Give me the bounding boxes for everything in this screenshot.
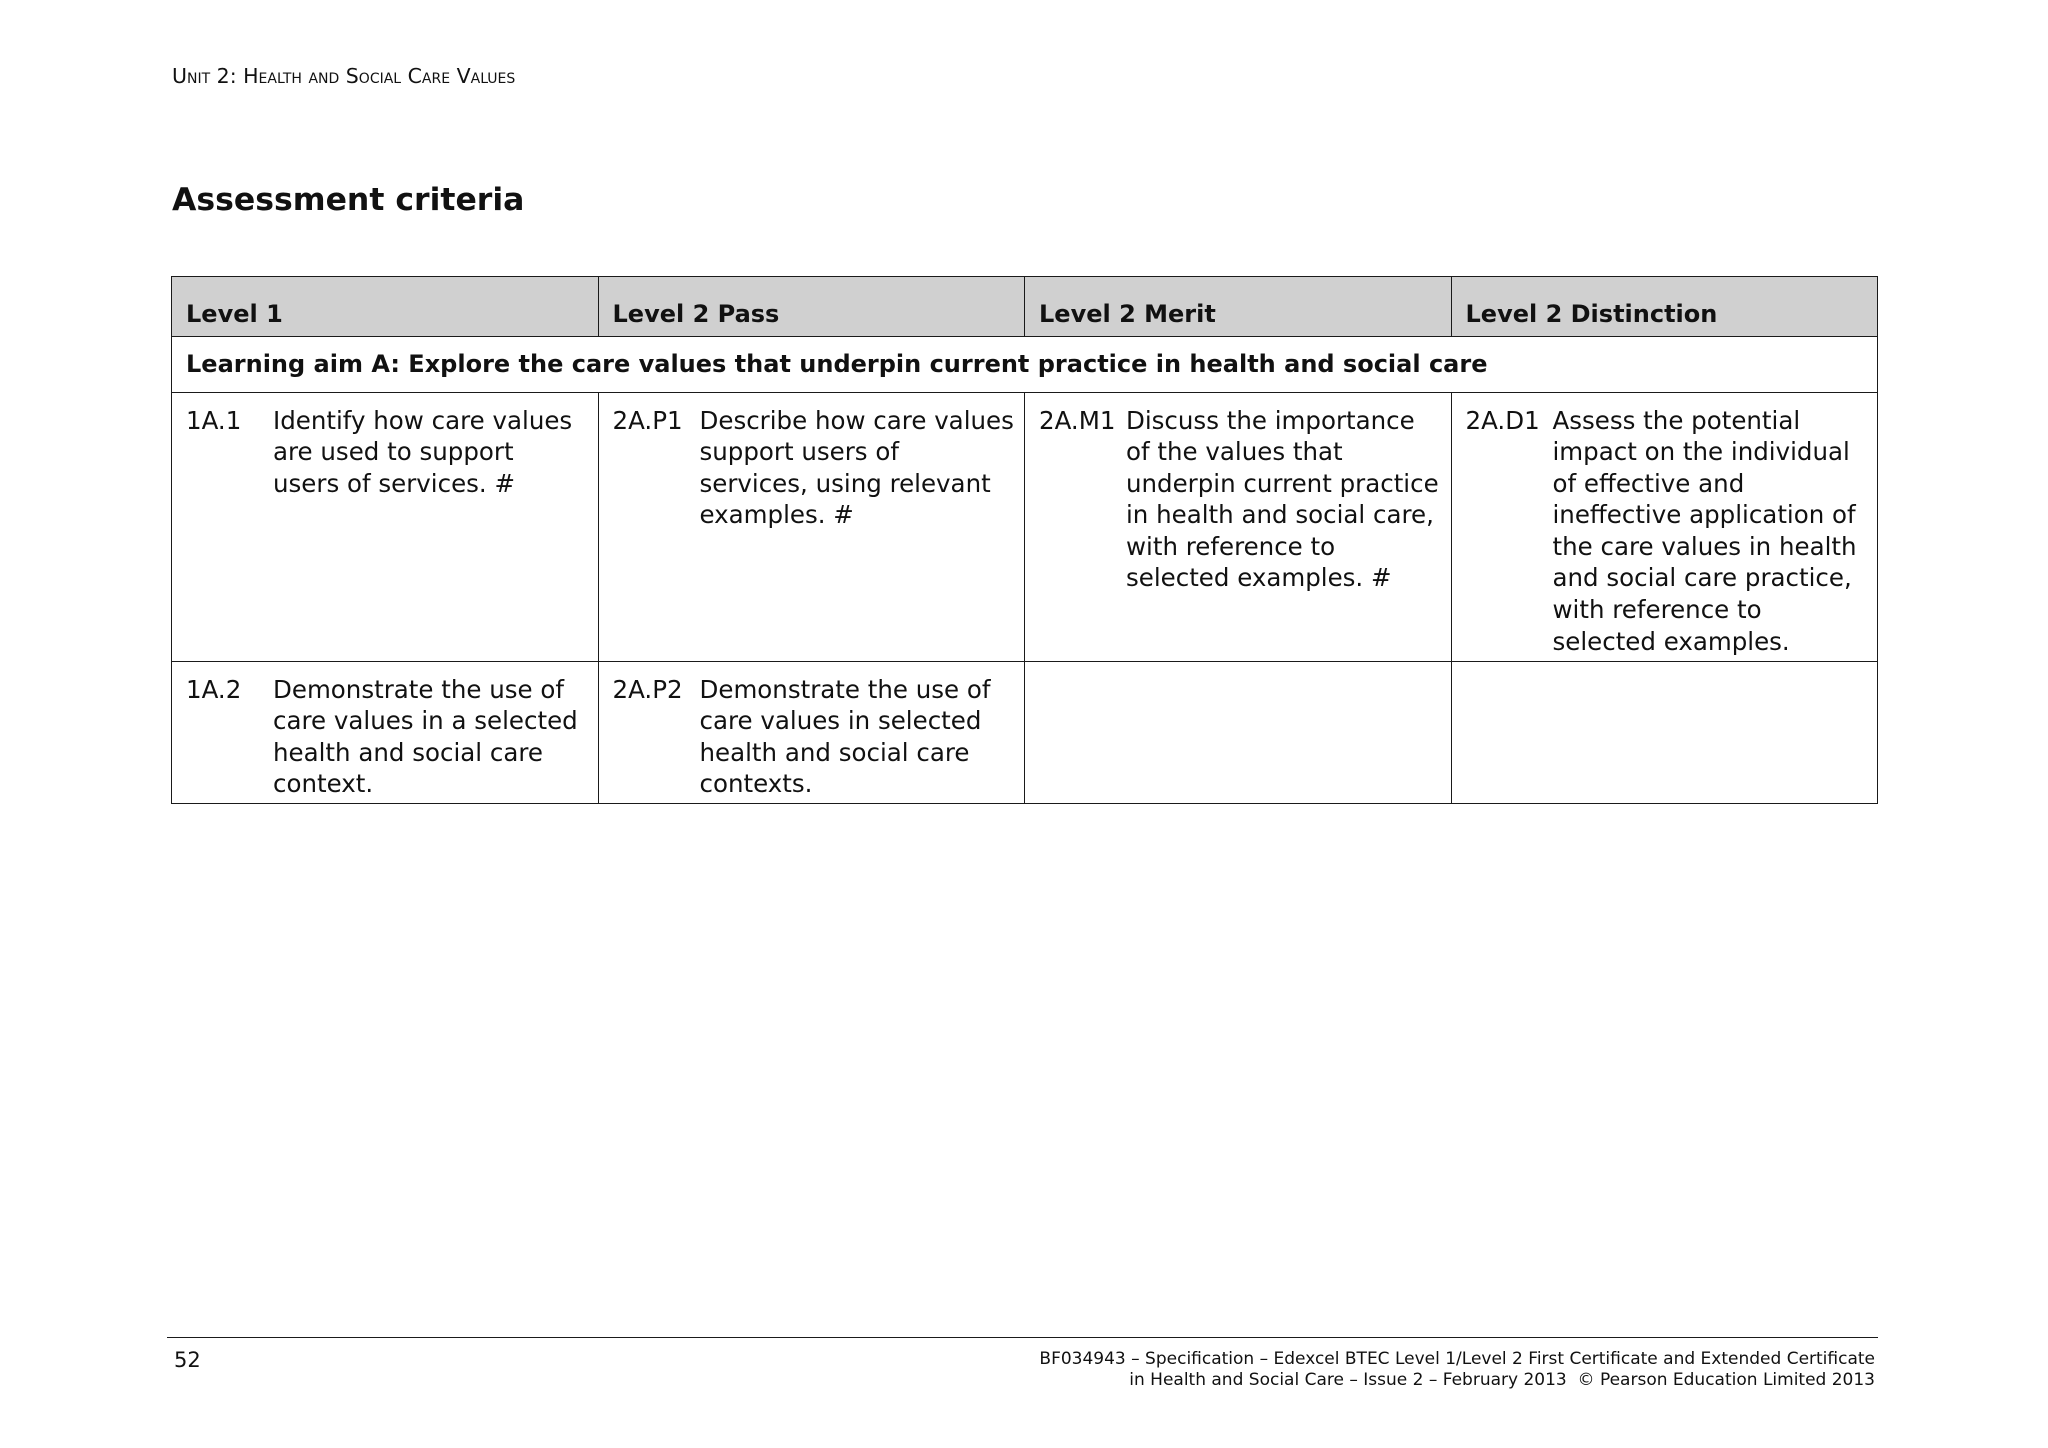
column-header-level-1: Level 1 — [172, 277, 599, 337]
learning-aim-a: Learning aim A: Explore the care values that underpin current practice in health and social care — [172, 337, 1878, 393]
criterion-code: 2A.P2 — [612, 674, 683, 704]
criterion-text-line: selected examples. # — [1126, 563, 1392, 593]
criterion-text-line: health and social care — [699, 737, 970, 767]
criterion-text-line: of the values that — [1126, 437, 1343, 467]
criterion-code: 2A.D1 — [1465, 405, 1540, 435]
criterion-text — [1126, 405, 1439, 595]
empty-criterion-cell — [1025, 662, 1452, 804]
section-title: Assessment criteria — [172, 182, 525, 218]
column-header-level-2-distinction: Level 2 Distinction — [1451, 277, 1878, 337]
criterion-cell-2am1 — [1025, 393, 1452, 662]
assessment-criteria-table — [171, 276, 1878, 804]
learning-aim-row — [172, 337, 1878, 393]
criterion-text-line: Demonstrate the use of — [273, 674, 565, 704]
criterion — [186, 405, 598, 500]
criterion-cell-1a2 — [172, 662, 599, 804]
criterion — [1039, 405, 1451, 595]
criterion-code: 1A.1 — [186, 405, 242, 435]
criterion-text-line: in health and social care, — [1126, 500, 1434, 530]
criterion-text — [1553, 405, 1857, 658]
running-header: Unit 2: Health and Social Care Values — [172, 64, 516, 88]
criterion-text — [273, 674, 578, 800]
criterion-code: 1A.2 — [186, 674, 242, 704]
column-header-level-2-pass: Level 2 Pass — [598, 277, 1025, 337]
criterion-text-line: are used to support — [273, 437, 514, 467]
criterion — [613, 674, 1025, 800]
criterion-text-line: impact on the individual — [1552, 437, 1850, 467]
criterion-text-line: context. — [273, 769, 374, 799]
criterion-text-line: support users of — [699, 437, 899, 467]
criterion — [186, 674, 598, 800]
criterion-cell-2ad1 — [1451, 393, 1878, 662]
criterion-text-line: examples. # — [699, 500, 854, 530]
criterion-text-line: ineffective application of — [1552, 500, 1856, 530]
criterion-text-line: selected examples. — [1552, 626, 1790, 656]
column-header-level-2-merit: Level 2 Merit — [1025, 277, 1452, 337]
footer-divider — [167, 1337, 1878, 1338]
criterion-text-line: Discuss the importance — [1126, 405, 1415, 435]
table-row — [172, 662, 1878, 804]
publication-line: in Health and Social Care – Issue 2 – February 2013 © Pearson Education Limited 2013 — [1129, 1370, 1875, 1390]
criterion-text-line: the care values in health — [1552, 531, 1857, 561]
criterion-text-line: with reference to — [1552, 595, 1762, 625]
criterion-cell-2ap1 — [598, 393, 1025, 662]
page-number: 52 — [174, 1348, 201, 1372]
criterion-text-line: services, using relevant — [699, 468, 991, 498]
criterion-cell-1a1 — [172, 393, 599, 662]
criterion-text-line: with reference to — [1126, 531, 1336, 561]
criterion — [1466, 405, 1878, 658]
criterion-text — [273, 405, 572, 500]
publication-line: BF034943 – Specification – Edexcel BTEC Level 1/Level 2 First Certificate and Extended Certificate — [1039, 1349, 1875, 1369]
criterion-text-line: of effective and — [1552, 468, 1745, 498]
criterion-text-line: health and social care — [273, 737, 543, 767]
criterion-text-line: contexts. — [699, 769, 813, 799]
criterion-text-line: Assess the potential — [1552, 405, 1801, 435]
criterion-code: 2A.M1 — [1039, 405, 1116, 435]
publication-info — [1039, 1349, 1875, 1391]
criterion-text — [700, 674, 991, 800]
criterion-text-line: underpin current practice — [1126, 468, 1439, 498]
criterion-text-line: users of services. # — [273, 468, 516, 498]
criterion-text-line: care values in selected — [699, 706, 982, 736]
table-row — [172, 393, 1878, 662]
table-header-row — [172, 277, 1878, 337]
criterion-text-line: and social care practice, — [1552, 563, 1852, 593]
criterion-text-line: care values in a selected — [273, 706, 578, 736]
criterion-text — [700, 405, 1014, 531]
criterion-text-line: Identify how care values — [273, 405, 573, 435]
empty-criterion-cell — [1451, 662, 1878, 804]
criterion-text-line: Demonstrate the use of — [699, 674, 991, 704]
criterion-text-line: Describe how care values — [699, 405, 1014, 435]
criterion — [613, 405, 1025, 531]
criterion-code: 2A.P1 — [612, 405, 683, 435]
criterion-cell-2ap2 — [598, 662, 1025, 804]
